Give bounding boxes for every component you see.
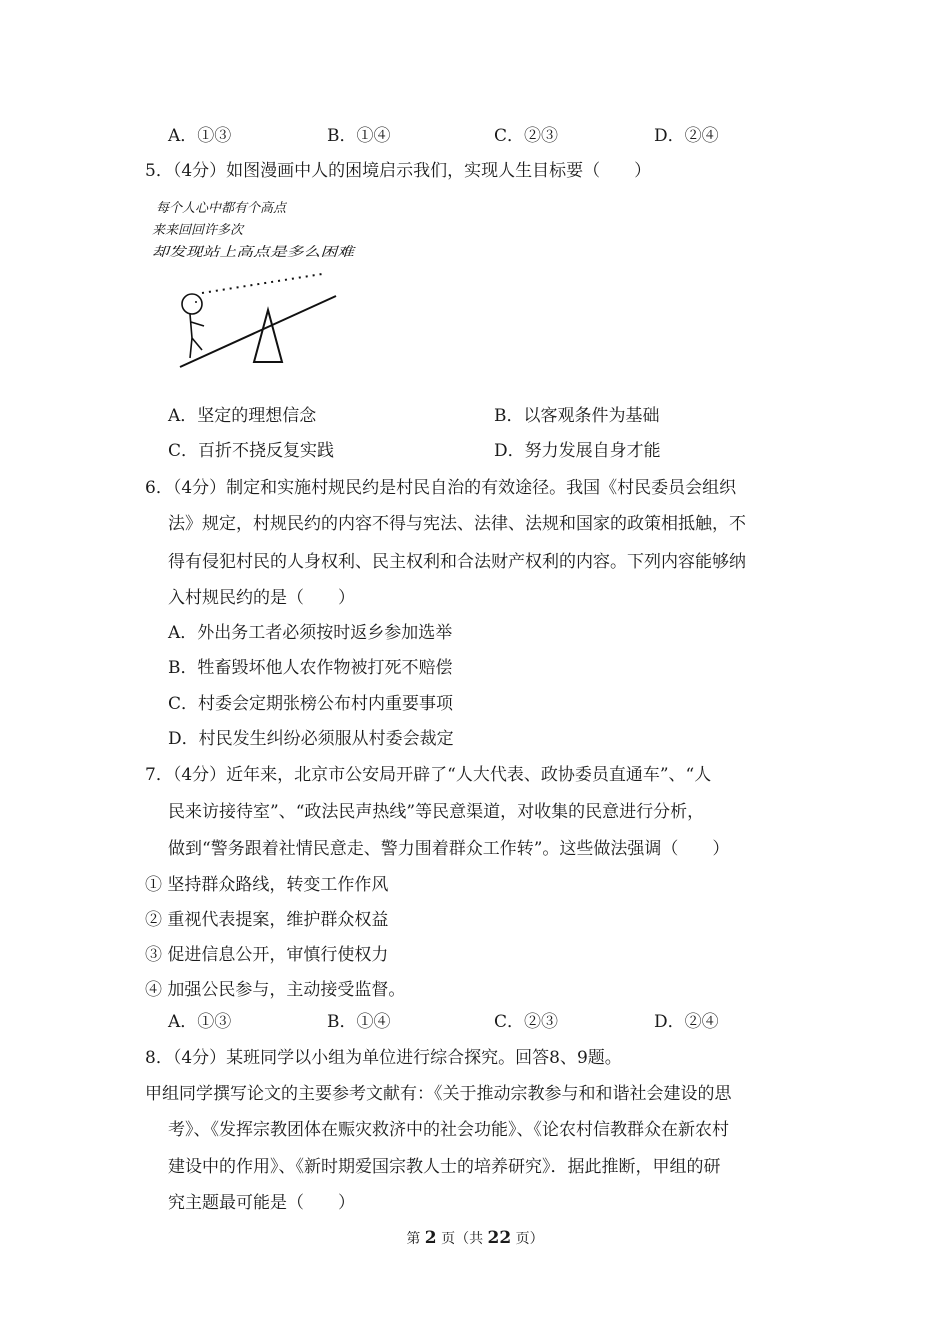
q8-line-2: 考》、《发挥宗教团体在赈灾救济中的社会功能》、《论农村信教群众在新农村 (168, 1120, 729, 1140)
q6-line-3: 得有侵犯村民的人身权利、民主权利和合法财产权利的内容。下列内容能够纳 (168, 552, 746, 572)
q8-line-1: 甲组同学撰写论文的主要参考文献有：《关于推动宗教参与和和谐社会建设的思 (145, 1084, 732, 1104)
q6-line-2: 法》规定，村规民约的内容不得与宪法、法律、法规和国家的政策相抵触，不 (168, 514, 746, 534)
q6-option-a: A．外出务工者必须按时返乡参加选举 (168, 623, 453, 643)
q6-option-c: C．村委会定期张榜公布村内重要事项 (168, 694, 454, 714)
q8-line-3: 建设中的作用》、《新时期爱国宗教人士的培养研究》．据此推断，甲组的研 (168, 1157, 721, 1177)
q7-item-2: ② 重视代表提案，维护群众权益 (145, 910, 389, 930)
q7-option-c: C．②③ (494, 1012, 559, 1032)
q6-line-4: 入村规民约的是（ ） (168, 588, 355, 608)
q8-line-4: 究主题最可能是（ ） (168, 1193, 355, 1213)
q4-option-a: A．①③ (168, 126, 232, 146)
q4-option-b: B．①④ (327, 126, 391, 146)
q5-option-a: A．坚定的理想信念 (168, 406, 317, 426)
q7-item-4: ④ 加强公民参与，主动接受监督。 (145, 980, 406, 1000)
footer-middle: 页（共 (441, 1231, 484, 1247)
cartoon-caption-line-1: 每个人心中都有个高点 (156, 201, 287, 216)
seesaw-cartoon (150, 190, 370, 380)
cartoon-caption-line-2: 来来回回许多次 (152, 223, 244, 238)
page-footer (0, 1228, 950, 1249)
footer-page-number: 2 (424, 1228, 437, 1248)
q7-line-2: 民来访接待室”、“政法民声热线”等民意渠道，对收集的民意进行分析， (168, 802, 705, 822)
q7-item-1: ① 坚持群众路线，转变工作作风 (145, 875, 389, 895)
q5-option-c: C．百折不挠反复实践 (168, 441, 335, 461)
footer-prefix: 第 (406, 1231, 421, 1247)
q7-option-b: B．①④ (327, 1012, 391, 1032)
q7-line-3: 做到“警务跟着社情民意走、警力围着群众工作转”。这些做法强调（ ） (168, 839, 730, 859)
cartoon-caption-line-3: 却发现站上高点是多么困难 (152, 245, 309, 260)
q6-line-1: 6．（4分）制定和实施村规民约是村民自治的有效途径。我国《村民委员会组织 (145, 478, 737, 498)
footer-suffix: 页） (515, 1231, 544, 1247)
q4-option-d: D．②④ (654, 126, 719, 146)
footer-total-pages: 22 (487, 1228, 512, 1248)
q4-option-c: C．②③ (494, 126, 559, 146)
q7-line-1: 7．（4分）近年来，北京市公安局开辟了“人大代表、政协委员直通车”、“人 (145, 765, 712, 785)
q5-option-b: B．以客观条件为基础 (494, 406, 660, 426)
q6-option-b: B．牲畜毁坏他人农作物被打死不赔偿 (168, 658, 453, 678)
q7-item-3: ③ 促进信息公开，审慎行使权力 (145, 945, 389, 965)
q6-option-d: D．村民发生纠纷必须服从村委会裁定 (168, 729, 454, 749)
q8-stem: 8．（4分）某班同学以小组为单位进行综合探究。回答8、9题。 (145, 1048, 622, 1068)
q7-option-a: A．①③ (168, 1012, 232, 1032)
q7-option-d: D．②④ (654, 1012, 719, 1032)
q5-stem: 5．（4分）如图漫画中人的困境启示我们，实现人生目标要（ ） (145, 161, 652, 181)
q5-option-d: D．努力发展自身才能 (494, 441, 661, 461)
